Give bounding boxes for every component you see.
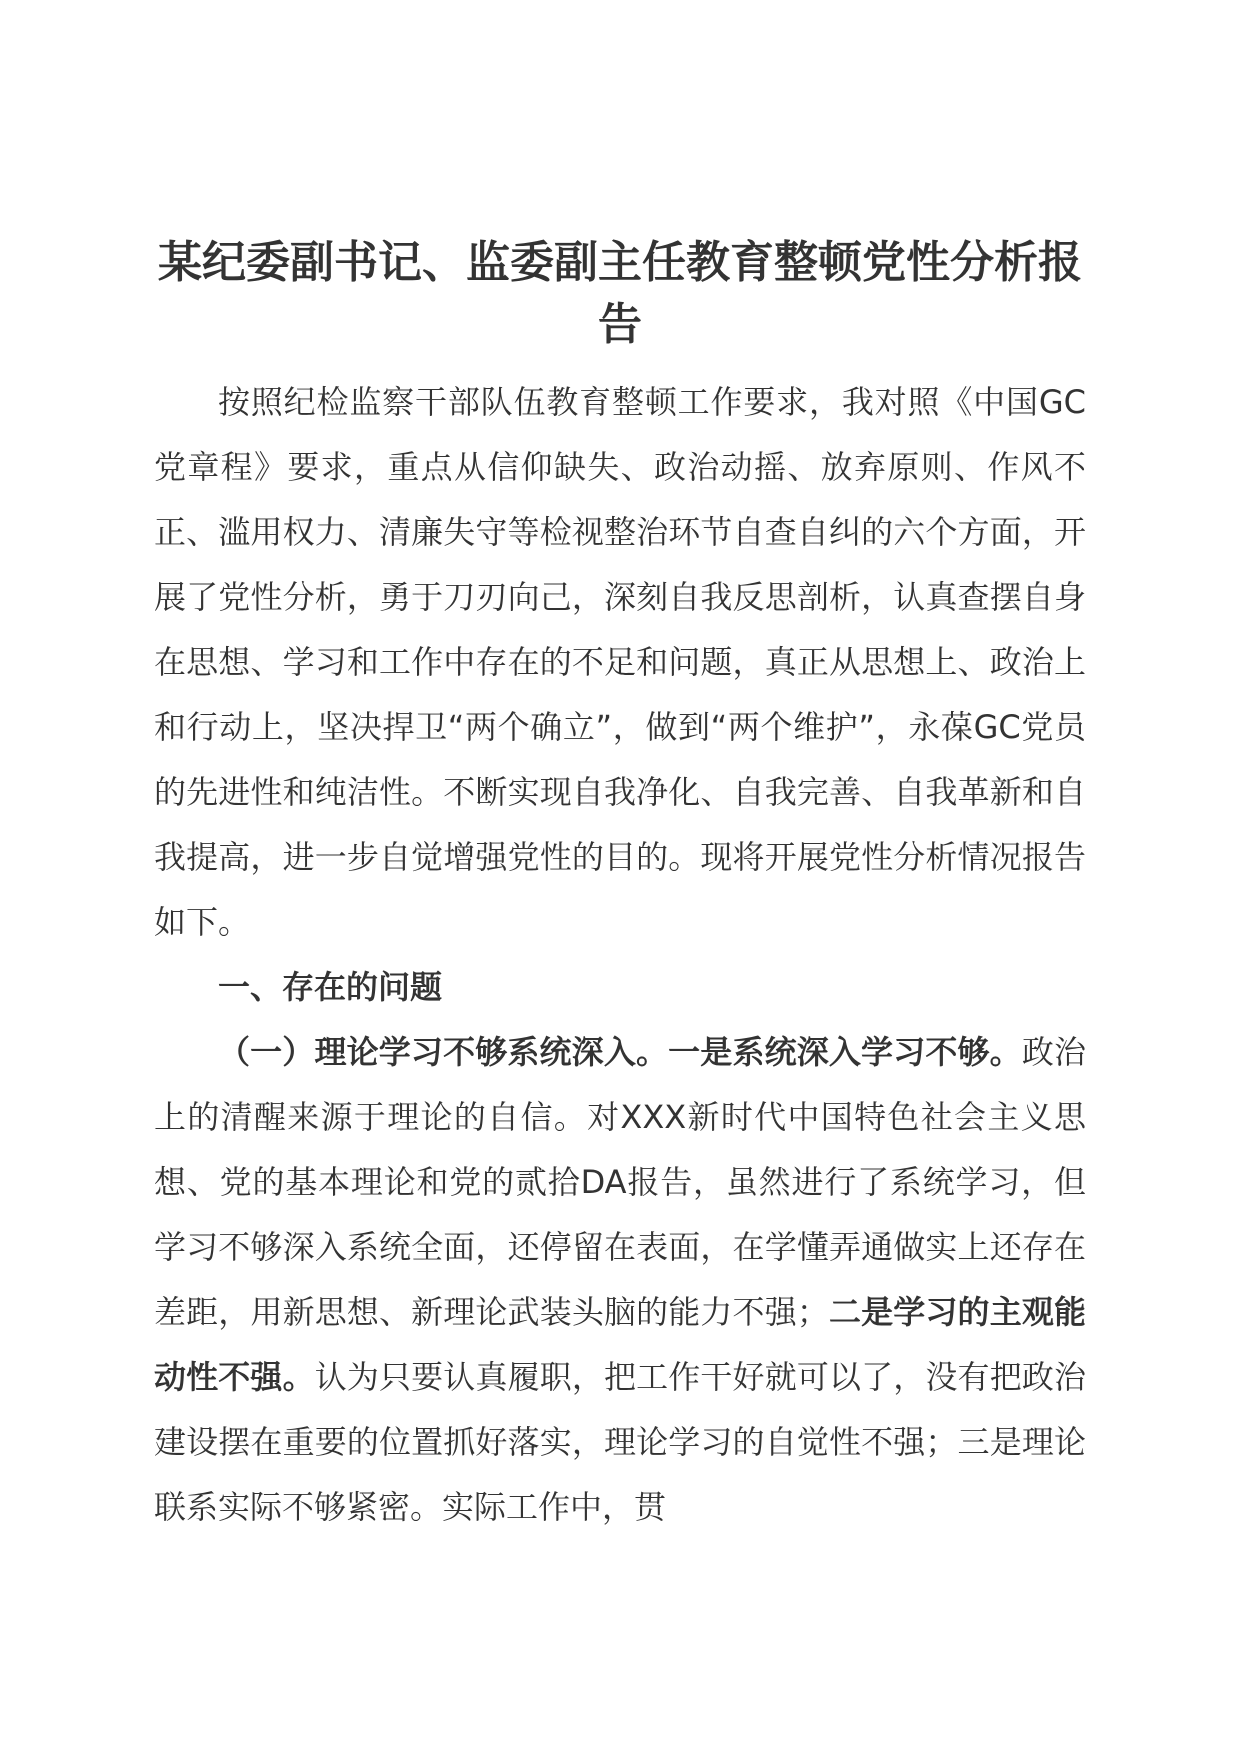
problem-item-1 [154, 1020, 1086, 1540]
section-heading-problems: 一、存在的问题 [218, 968, 443, 1006]
document-body [154, 370, 1086, 1540]
problem-item-1-heading: （一）理论学习不够系统深入。 [218, 1033, 669, 1071]
point-2-text: 认为只要认真履职，把工作干好就可以了，没有把政治建设摆在重要的位置抓好落实，理论学习的自觉性不强；三是理论联系实际不够紧密。实际工作中，贯 [154, 1358, 1086, 1526]
document-title: 某纪委副书记、监委副主任教育整顿党性分析报告 [158, 237, 1082, 350]
point-2-label: 二是学习的主观能动性不强。 [154, 1293, 1086, 1396]
point-1-label: 一是系统深入学习不够。 [668, 1033, 1022, 1071]
intro-paragraph: 按照纪检监察干部队伍教育整顿工作要求，我对照《中国GC党章程》要求，重点从信仰缺失、政治动摇、放弃原则、作风不正、滥用权力、清廉失守等检视整治环节自查自纠的六个方面，开展了党性分析，勇于刀刃向己，深刻自我反思剖析，认真查摆自身在思想、学习和工作中存在的不足和问题，真正从思想上、政治上和行动上，坚决捍卫“两个确立”，做到“两个维护”，永葆GC党员的先进性和纯洁性。不断实现自我净化、自我完善、自我革新和自我提高，进一步自觉增强党性的目的。现将开展党性分析情况报告如下。 [154, 383, 1086, 941]
point-1-text: 政治上的清醒来源于理论的自信。对XXX新时代中国特色社会主义思想、党的基本理论和党的贰拾DA报告，虽然进行了系统学习，但学习不够深入系统全面，还停留在表面，在学懂弄通做实上还存在差距，用新思想、新理论武装头脑的能力不强； [154, 1033, 1086, 1331]
